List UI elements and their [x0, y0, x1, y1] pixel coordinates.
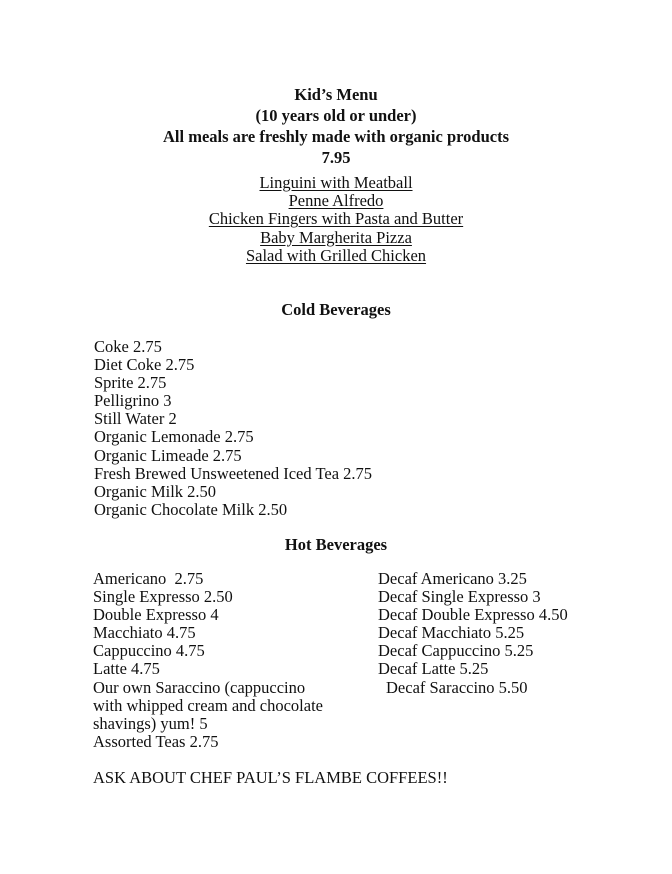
kids-item: Linguini with Meatball: [259, 173, 413, 192]
cold-item: Sprite 2.75: [94, 373, 167, 393]
kids-item: Chicken Fingers with Pasta and Butter: [208, 209, 464, 229]
hot-item: Americano 2.75: [93, 569, 204, 588]
hot-item: Cappuccino 4.75: [93, 641, 205, 661]
decaf-item: Decaf Americano 3.25: [378, 569, 527, 588]
cold-beverages-title: Cold Beverages: [281, 300, 391, 319]
kids-menu-header: [0, 84, 672, 168]
decaf-item: Decaf Double Expresso 4.50: [378, 605, 568, 625]
cold-beverages-list: [94, 338, 372, 519]
cold-item: Organic Chocolate Milk 2.50: [94, 499, 288, 519]
decaf-item: Decaf Cappuccino 5.25: [378, 641, 534, 661]
cold-item: Diet Coke 2.75: [94, 355, 195, 375]
hot-item: Latte 4.75: [93, 659, 160, 679]
hot-item: Macchiato 4.75: [93, 623, 196, 643]
hot-item: shavings) yum! 5: [93, 713, 208, 733]
cold-item: Organic Limeade 2.75: [94, 445, 242, 465]
decaf-item: Decaf Saraccino 5.50: [386, 677, 528, 697]
hot-item: Assorted Teas 2.75: [93, 731, 219, 751]
cold-item: Pelligrino 3: [94, 391, 172, 411]
cold-item: Fresh Brewed Unsweetened Iced Tea 2.75: [94, 463, 373, 483]
kids-menu-age: (10 years old or under): [255, 106, 417, 125]
hot-item: with whipped cream and chocolate: [93, 695, 323, 715]
kids-item: Penne Alfredo: [288, 191, 384, 211]
kids-menu-price: 7.95: [321, 148, 351, 167]
hot-beverages-list-decaf: [378, 570, 568, 697]
hot-item: Double Expresso 4: [93, 605, 219, 625]
decaf-item: Decaf Macchiato 5.25: [378, 623, 525, 643]
kids-item: Salad with Grilled Chicken: [245, 245, 427, 265]
cold-item: Still Water 2: [94, 409, 177, 429]
cold-item: Coke 2.75: [94, 337, 162, 356]
cold-item: Organic Lemonade 2.75: [94, 427, 254, 447]
hot-beverages-list-regular: [93, 570, 363, 751]
decaf-item: Decaf Latte 5.25: [378, 659, 489, 679]
kids-menu-tagline: All meals are freshly made with organic products: [162, 127, 510, 146]
flambe-coffee-note: ASK ABOUT CHEF PAUL’S FLAMBE COFFEES!!: [93, 768, 448, 787]
hot-beverages-title: Hot Beverages: [284, 535, 388, 554]
hot-item: Single Expresso 2.50: [93, 587, 233, 607]
hot-item: Our own Saraccino (cappuccino: [93, 677, 306, 697]
cold-item: Organic Milk 2.50: [94, 481, 217, 501]
kids-menu-title: Kid’s Menu: [294, 85, 378, 104]
kids-item: Baby Margherita Pizza: [260, 227, 412, 247]
decaf-item: Decaf Single Expresso 3: [378, 587, 541, 607]
kids-menu-items: [0, 174, 672, 265]
